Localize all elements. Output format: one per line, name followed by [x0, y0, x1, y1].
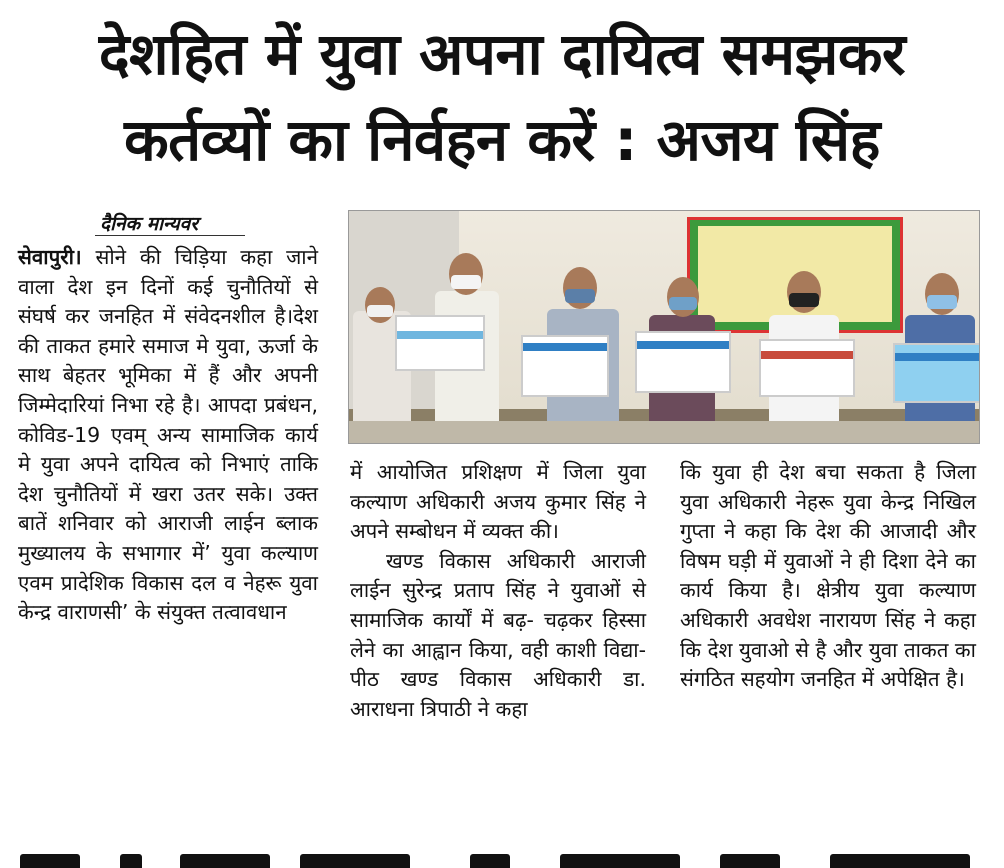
next-headline-fragment — [0, 846, 1004, 868]
photo-mask-3 — [565, 289, 595, 303]
dateline: सेवापुरी। — [18, 245, 82, 269]
column-2-paragraph-2: खण्ड विकास अधिकारी आराजी लाईन सुरेन्द्र प्रताप सिंह ने युवाओं से सामाजिक कार्यों में बढ़- चढ़कर हिस्सा लेने का आह्वान किया, वही काशी विद्या- पीठ खण्ड विकास अधिकारी डा. आराधना त्रिपाठी ने कहा — [350, 548, 646, 721]
article-column-3 — [680, 458, 976, 695]
photo-mask-1 — [367, 305, 393, 317]
photo-poster-1 — [395, 315, 485, 371]
column-3-text: कि युवा ही देश बचा सकता है जिला युवा अधिकारी नेहरू युवा केन्द्र निखिल गुप्ता ने कहा कि देश की आजादी और विषम घड़ी में युवाओं ने ही दिशा देने का कार्य किया है। क्षेत्रीय युवा कल्याण अधिकारी अवधेश नारायण सिंह ने कहा कि देश युवाओ से है और युवा ताकत का संगठित सहयोग जनहित में अपेक्षित है। — [680, 460, 976, 692]
byline: दैनिक मान्यवर — [100, 213, 199, 235]
photo-mask-5 — [789, 293, 819, 307]
column-2-paragraph-1: में आयोजित प्रशिक्षण में जिला युवा कल्याण अधिकारी अजय कुमार सिंह ने अपने सम्बोधन में व्यक्त की। — [350, 460, 646, 544]
photo-poster-2 — [521, 335, 609, 397]
photo-mask-6 — [927, 295, 957, 309]
news-photo — [348, 210, 980, 444]
photo-poster-5 — [893, 343, 980, 403]
byline-underline — [95, 235, 245, 236]
headline-line-2: कर्तव्यों का निर्वहन करें : अजय सिंह — [124, 106, 880, 174]
photo-mask-4 — [669, 297, 697, 310]
photo-poster-4 — [759, 339, 855, 397]
article-column-2 — [350, 458, 646, 724]
column-1-text: सोने की चिड़िया कहा जाने वाला देश इन दिनों कई चुनौतियों से संघर्ष कर जनहित में संवेदनशील है।देश की ताकत हमारे समाज मे युवा, ऊर्जा के साथ बेहतर भूमिका में हैं और अपनी जिम्मेदारियां निभा रहे है। आपदा प्रबंधन, कोविड-19 एवम् अन्य सामाजिक कार्य मे युवा अपने दायित्व को निभाएं ताकि देश चुनौतियों में खरा उतर सके। उक्त बातें शनिवार को आराजी लाईन ब्लाक मुख्यालय के सभागार में’ युवा कल्याण एवम प्रादेशिक विकास दल व नेहरू युवा केन्द्र वाराणसी’ के संयुक्त तत्वावधान — [18, 245, 318, 625]
photo-poster-3 — [635, 331, 731, 393]
photo-tablecloth — [349, 421, 979, 443]
headline-line-1: देशहित में युवा अपना दायित्व समझकर — [98, 20, 906, 88]
photo-mask-2 — [451, 275, 481, 289]
article-column-1 — [18, 243, 318, 628]
